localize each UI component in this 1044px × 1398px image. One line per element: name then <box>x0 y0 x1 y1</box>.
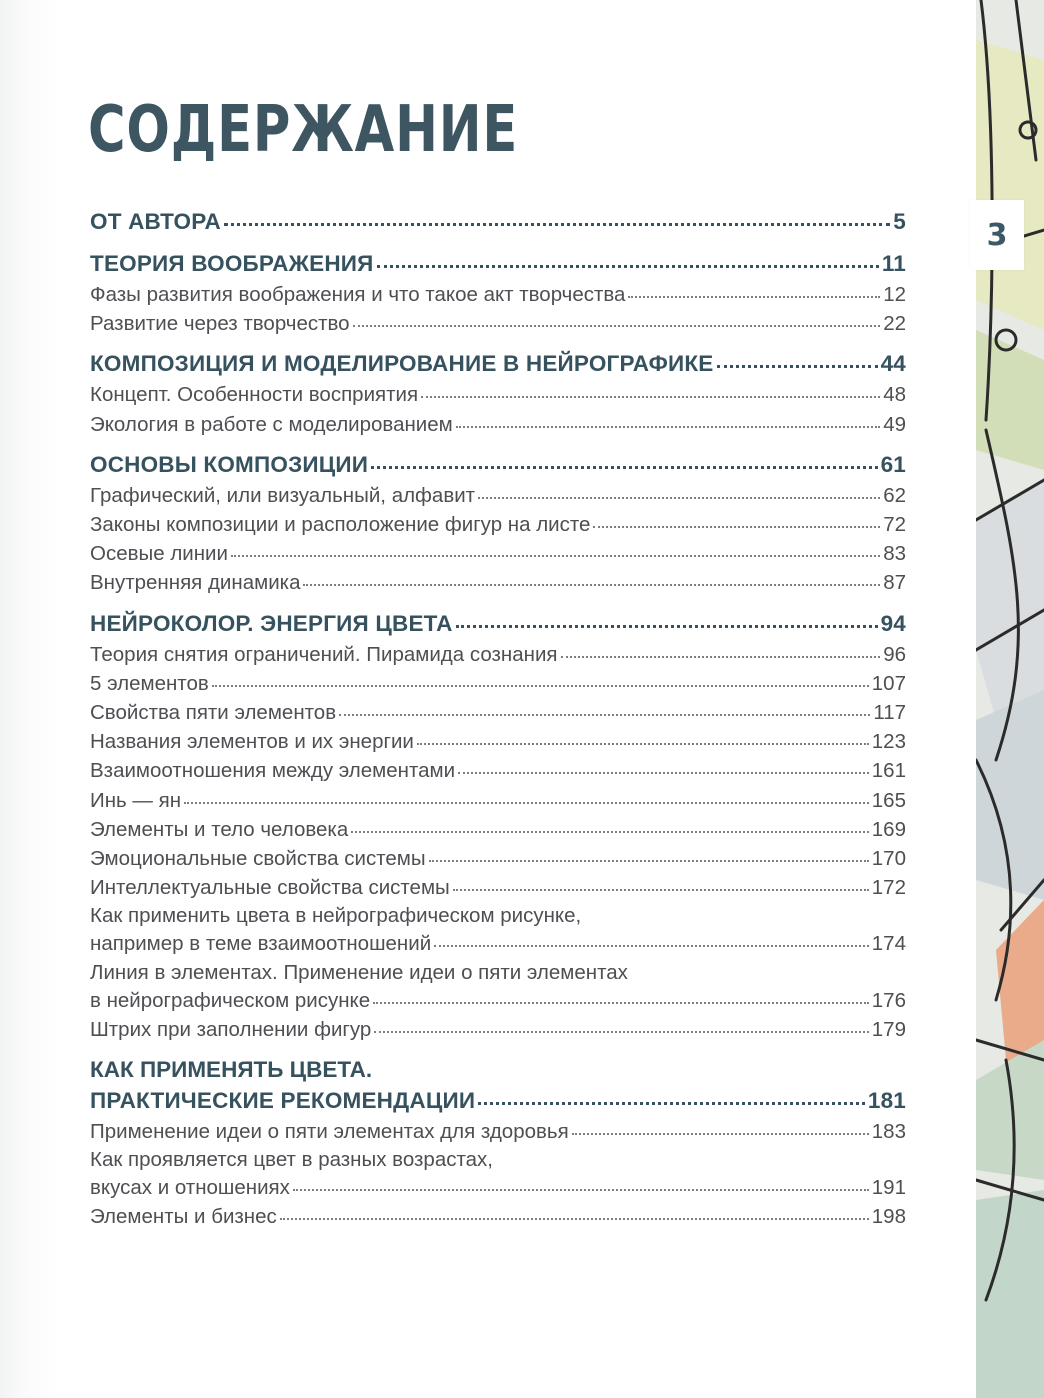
dot-leader <box>717 365 878 368</box>
dot-leader <box>373 1002 869 1004</box>
toc-item-text: в нейрографическом рисунке <box>90 988 371 1012</box>
toc-item-text: Теория снятия ограничений. Пирамида сознания <box>90 642 558 666</box>
toc-item-page: 176 <box>871 988 906 1012</box>
dot-leader <box>339 714 870 716</box>
toc-heading[interactable] <box>90 206 906 238</box>
toc-item[interactable] <box>90 380 906 409</box>
page-number-tab <box>970 200 1024 270</box>
toc-heading-text: НЕЙРОКОЛОР. ЭНЕРГИЯ ЦВЕТА <box>90 610 453 636</box>
toc-section-apply-colors <box>90 1054 906 1232</box>
toc-heading-page: 94 <box>880 610 906 636</box>
toc-item-page: 87 <box>883 571 906 595</box>
dot-leader <box>303 584 880 586</box>
toc-heading[interactable] <box>90 348 906 380</box>
toc-heading[interactable] <box>90 449 906 481</box>
toc-item-page: 161 <box>871 759 906 783</box>
toc-item[interactable] <box>90 1015 906 1044</box>
toc-item-text: Развитие через творчество <box>90 312 350 336</box>
toc-item-page: 117 <box>873 701 906 725</box>
dot-leader <box>456 426 880 428</box>
dot-leader <box>434 945 869 947</box>
toc-item[interactable] <box>90 873 906 902</box>
toc-item-text-line1: Как применить цвета в нейрографическом рисунке, <box>90 904 582 928</box>
dot-leader <box>184 802 869 804</box>
toc-heading-page: 181 <box>867 1088 906 1114</box>
toc-item-page: 179 <box>871 1017 906 1041</box>
toc-item-page: 123 <box>871 730 906 754</box>
toc-section-composition-modeling <box>90 348 906 438</box>
dot-leader <box>371 466 877 469</box>
toc-item-page: 172 <box>871 876 906 900</box>
toc-item[interactable] <box>90 410 906 439</box>
toc-item-page: 96 <box>883 642 906 666</box>
toc-item[interactable] <box>90 510 906 539</box>
toc-item <box>90 1173 906 1202</box>
dot-leader <box>429 860 869 862</box>
toc-item-multiline[interactable] <box>90 1146 906 1202</box>
dot-leader <box>453 889 869 891</box>
toc-item[interactable] <box>90 1117 906 1146</box>
toc-item[interactable] <box>90 1202 906 1231</box>
toc-item-text: Законы композиции и расположение фигур на листе <box>90 513 591 537</box>
toc-item[interactable] <box>90 786 906 815</box>
toc-heading-text: ПРАКТИЧЕСКИЕ РЕКОМЕНДАЦИИ <box>90 1088 476 1114</box>
toc-item <box>90 986 906 1015</box>
toc-item-text: Фазы развития воображения и что такое акт творчества <box>90 283 626 306</box>
toc-section-composition-basics <box>90 449 906 598</box>
dot-leader <box>224 223 890 226</box>
toc-item-text-line1: Линия в элементах. Применение идеи о пяти элементах <box>90 960 628 984</box>
toc-item[interactable] <box>90 727 906 756</box>
toc-heading-multiline[interactable] <box>90 1054 906 1117</box>
toc-heading <box>90 1085 906 1117</box>
toc-item-text: Элементы и бизнес <box>90 1205 277 1229</box>
dot-leader <box>231 555 880 557</box>
toc-item-page: 62 <box>883 483 906 507</box>
dot-leader <box>561 656 881 658</box>
toc-item-text: Взаимоотношения между элементами <box>90 759 456 783</box>
toc-item-text: Штрих при заполнении фигур <box>90 1017 372 1041</box>
toc-item-text-line1: Как проявляется цвет в разных возрастах, <box>90 1148 493 1172</box>
dot-leader <box>353 325 881 327</box>
dot-leader <box>458 772 869 774</box>
toc-item[interactable] <box>90 844 906 873</box>
toc-item-page: 48 <box>883 383 906 407</box>
toc-item-text: Названия элементов и их энергии <box>90 730 414 754</box>
dot-leader <box>417 743 869 745</box>
toc-item-page: 174 <box>871 932 906 956</box>
toc-item-page: 83 <box>883 542 906 566</box>
toc-heading-text: ОТ АВТОРА <box>90 209 221 234</box>
toc-heading[interactable] <box>90 608 906 640</box>
toc-item-page: 169 <box>871 817 906 841</box>
toc-item-text: Внутренняя динамика <box>90 571 301 595</box>
toc-item-page: 191 <box>871 1176 906 1200</box>
toc-item[interactable] <box>90 539 906 568</box>
toc-item-page: 165 <box>871 788 906 812</box>
dot-leader <box>374 1031 868 1033</box>
toc-item[interactable] <box>90 568 906 597</box>
toc-heading-page: 61 <box>880 451 906 477</box>
toc-item <box>90 929 906 958</box>
toc-item-page: 12 <box>883 283 906 306</box>
toc-item-multiline[interactable] <box>90 959 906 1015</box>
dot-leader <box>280 1218 869 1220</box>
toc-item[interactable] <box>90 756 906 785</box>
dot-leader <box>421 396 880 398</box>
dot-leader <box>478 497 880 499</box>
toc-item-text: Свойства пяти элементов <box>90 701 337 725</box>
toc-item-text: Экология в работе с моделированием <box>90 412 453 436</box>
toc-item-text: Элементы и тело человека <box>90 817 349 841</box>
toc-item[interactable] <box>90 640 906 669</box>
toc-item[interactable] <box>90 815 906 844</box>
toc-item-page: 198 <box>871 1205 906 1229</box>
toc-item-text: Инь — ян <box>90 788 182 812</box>
table-of-contents <box>90 206 906 1242</box>
dot-leader <box>628 296 880 298</box>
toc-item-text: вкусах и отношениях <box>90 1176 290 1200</box>
toc-item-page: 49 <box>883 412 906 436</box>
toc-item-text: Эмоциональные свойства системы <box>90 847 426 871</box>
page-number: 3 <box>986 217 1008 253</box>
page-title: СОДЕРЖАНИЕ <box>88 93 519 167</box>
dot-leader <box>456 625 878 628</box>
toc-section-author <box>90 206 906 238</box>
toc-item[interactable] <box>90 481 906 510</box>
dot-leader <box>572 1133 869 1135</box>
toc-heading-page: 44 <box>880 351 906 377</box>
dot-leader <box>478 1102 865 1105</box>
toc-item[interactable] <box>90 280 906 309</box>
toc-item-text: Применение идеи о пяти элементах для здоровья <box>90 1120 569 1144</box>
toc-heading-text: КОМПОЗИЦИЯ И МОДЕЛИРОВАНИЕ В НЕЙРОГРАФИКЕ <box>90 351 714 377</box>
toc-item-text: 5 элементов <box>90 671 209 695</box>
dot-leader <box>351 831 869 833</box>
dot-leader <box>293 1189 869 1191</box>
toc-item-text: Графический, или визуальный, алфавит <box>90 483 476 507</box>
toc-item-text: Осевые линии <box>90 542 228 566</box>
toc-heading-page: 5 <box>893 209 906 234</box>
toc-item-text: например в теме взаимоотношений <box>90 932 432 956</box>
toc-item-text: Интеллектуальные свойства системы <box>90 876 450 900</box>
toc-item-text: Концепт. Особенности восприятия <box>90 383 419 407</box>
toc-item[interactable] <box>90 669 906 698</box>
dot-leader <box>593 526 880 528</box>
toc-heading-text: ТЕОРИЯ ВООБРАЖЕНИЯ <box>90 251 374 276</box>
toc-item-page: 72 <box>883 513 906 537</box>
toc-item-page: 170 <box>871 847 906 871</box>
toc-heading-text: ОСНОВЫ КОМПОЗИЦИИ <box>90 451 369 477</box>
toc-item[interactable] <box>90 309 906 338</box>
toc-item-page: 22 <box>883 312 906 336</box>
toc-item-page: 107 <box>871 671 906 695</box>
toc-item-page: 183 <box>871 1120 906 1144</box>
toc-item-multiline[interactable] <box>90 902 906 958</box>
toc-heading-text-line1: КАК ПРИМЕНЯТЬ ЦВЕТА. <box>90 1057 373 1083</box>
toc-section-imagination <box>90 248 906 338</box>
dot-leader <box>212 685 869 687</box>
toc-heading[interactable] <box>90 248 906 280</box>
toc-heading-page: 11 <box>881 251 906 276</box>
toc-section-neurocolor <box>90 608 906 1044</box>
toc-item[interactable] <box>90 698 906 727</box>
dot-leader <box>377 265 879 268</box>
